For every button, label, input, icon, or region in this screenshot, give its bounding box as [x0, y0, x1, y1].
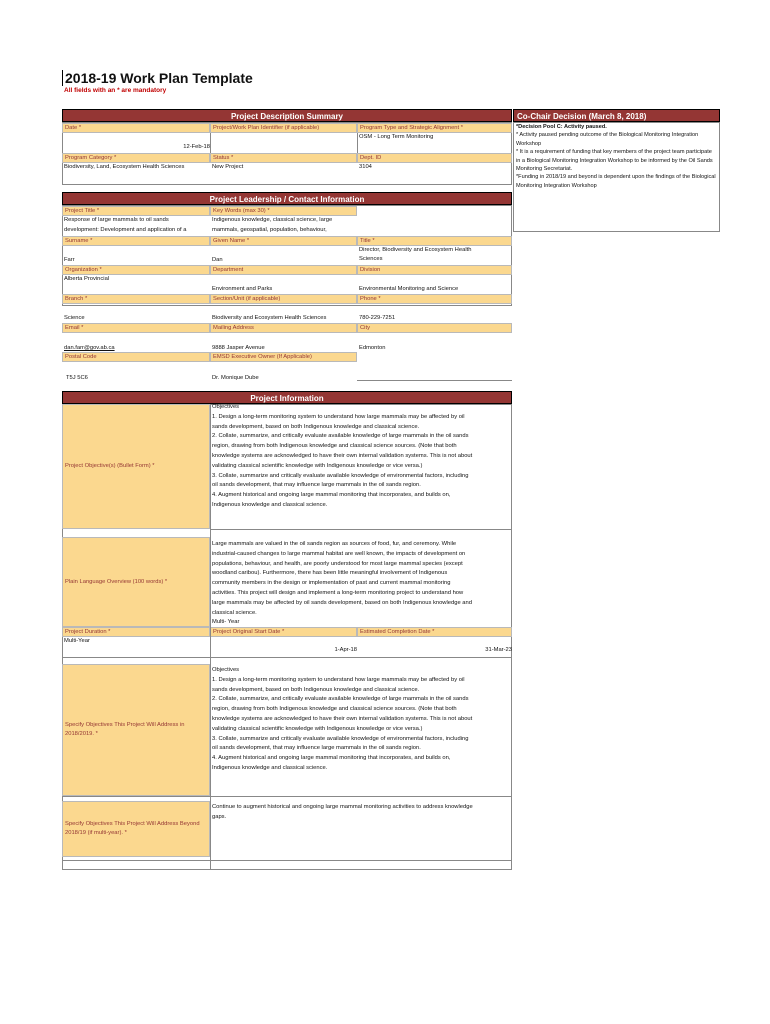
city-label: City	[357, 323, 512, 333]
surname-label: Surname *	[62, 236, 210, 246]
status-label: Status *	[210, 153, 357, 163]
keywords-line-1[interactable]: Indigenous knowledge, classical science, large	[212, 217, 333, 223]
beyond-objectives-text[interactable]: Continue to augment historical and ongoing large mammal monitoring activities to address knowledge gaps.	[212, 804, 473, 820]
branch-label: Branch *	[62, 294, 210, 304]
document-title: 2018-19 Work Plan Template	[62, 70, 253, 86]
specify-objectives-label: Specify Objectives This Project Will Address in 2018/2019. *	[62, 664, 210, 796]
date-label: Date *	[62, 123, 210, 133]
emsd-owner-value[interactable]: Dr. Monique Dube	[212, 375, 259, 381]
phone-value[interactable]: 780-229-7251	[359, 315, 396, 321]
divider	[210, 529, 512, 530]
mailing-address-label: Mailing Address	[210, 323, 357, 333]
cochair-line-2: * Activity paused pending outcome of the Biological Monitoring Integration Workshop	[516, 132, 699, 147]
cochair-line-1: *Decision Pool C: Activity paused.	[516, 124, 607, 130]
duration-label: Project Duration *	[62, 627, 210, 637]
division-label: Division	[357, 265, 512, 275]
status-value[interactable]: New Project	[212, 164, 244, 170]
leadership-header: Project Leadership / Contact Information	[62, 192, 512, 205]
branch-value[interactable]: Science	[64, 315, 85, 321]
column-divider	[210, 404, 211, 870]
keywords-line-2[interactable]: mammals, geospatial, population, behaviour,	[212, 227, 327, 233]
completion-date-label: Estimated Completion Date *	[357, 627, 512, 637]
emsd-owner-label: EMSD Executive Owner (If Applicable)	[210, 352, 357, 362]
project-title-label: Project Title *	[62, 206, 210, 216]
beyond-objectives-label: Specify Objectives This Project Will Address Beyond 2018/19 (if multi-year). *	[62, 801, 210, 857]
cochair-line-3: * It is a requirement of funding that key members of the project team participate in a Biological Monitoring Integration Workshop to be informed by the Oil Sands Monitoring Secretariat.	[516, 149, 713, 173]
mandatory-note: All fields with an * are mandatory	[64, 87, 167, 94]
divider	[62, 796, 512, 797]
info-header: Project Information	[62, 391, 512, 404]
postal-code-label: Postal Code	[62, 352, 210, 362]
organization-label: Organization *	[62, 265, 210, 275]
cochair-header: Co-Chair Decision (March 8, 2018)	[513, 109, 720, 122]
divider	[357, 133, 358, 153]
divider	[62, 860, 512, 861]
project-title-line-1[interactable]: Response of large mammals to oil sands	[64, 217, 169, 223]
multi-year-inline: Multi- Year	[212, 619, 240, 625]
date-value[interactable]: 12-Feb-18	[183, 144, 210, 150]
section-value[interactable]: Biodiversity and Ecosystem Health Sciences	[212, 315, 327, 321]
given-name-label: Given Name *	[210, 236, 357, 246]
program-type-label: Program Type and Strategic Alignment *	[357, 123, 512, 133]
identifier-label: Project/Work Plan Identifier (if applicable)	[210, 123, 357, 133]
department-value[interactable]: Environment and Parks	[212, 286, 273, 292]
divider	[62, 657, 512, 658]
surname-value[interactable]: Farr	[64, 257, 75, 263]
objectives-label: Project Objective(s) (Bullet Form) *	[62, 404, 210, 529]
divider	[357, 380, 512, 381]
duration-value[interactable]: Multi-Year	[64, 638, 90, 644]
section-label: Section/Unit (if applicable)	[210, 294, 357, 304]
objectives-text[interactable]: Objectives 1. Design a long-term monitoring system to understand how large mammals may be affected by oil sands development, based on both Indigenous knowledge and classical science. 2. Collate, summarize, and critically evaluate available knowledge of large mammals in the oil sands region, drawing from both Indigenous knowledge and classical science sources. (Note that both knowledge systems are acknowledged to have their own internal validation systems. This is not about validating classical scientific knowledge with Indigenous knowledge or vice versa.) 3. Collate, summarize and critically evaluate available knowledge of environmental factors, including oil sands development, that may influence large mammals in the oil sands region. 4. Augment historical and ongoing large mammal monitoring that incorporates, and builds on, Indigenous knowledge and classical science.	[212, 404, 473, 508]
title-line-2[interactable]: Sciences	[359, 256, 383, 262]
completion-date-value[interactable]: 31-Mar-23	[485, 647, 512, 653]
cochair-line-4: *Funding in 2018/19 and beyond is dependent upon the findings of the Biological Monitoring Integration Workshop	[516, 174, 716, 189]
email-label: Email *	[62, 323, 210, 333]
keywords-label: Key Words (max 30) *	[210, 206, 357, 216]
mailing-address-value[interactable]: 9888 Jasper Avenue	[212, 345, 265, 351]
summary-header: Project Description Summary	[62, 109, 512, 122]
program-category-value[interactable]: Biodiversity, Land, Ecosystem Health Sciences	[64, 164, 185, 170]
title-label: Title *	[357, 236, 512, 246]
phone-label: Phone *	[357, 294, 512, 304]
organization-value[interactable]: Alberta Provincial	[64, 276, 110, 282]
program-type-value[interactable]: OSM - Long Term Monitoring	[359, 134, 434, 140]
program-category-label: Program Category *	[62, 153, 210, 163]
dept-id-label: Dept. ID	[357, 153, 512, 163]
dept-id-value[interactable]: 3104	[359, 164, 372, 170]
email-link[interactable]: dan.farr@gov.ab.ca	[64, 345, 115, 351]
cochair-notes	[516, 123, 716, 190]
project-title-line-2[interactable]: development: Development and application of a	[64, 227, 187, 233]
start-date-label: Project Original Start Date *	[210, 627, 357, 637]
city-value[interactable]: Edmonton	[359, 345, 386, 351]
plain-language-text[interactable]: Large mammals are valued in the oil sands region as sources of food, fur, and ceremony. While industrial-caused changes to large mammal habitat are well known, the impacts of development on populations, behaviour, and health, are poorly understood for most large mammal species (except woodland caribou). Furthermore, there has been little meaningful involvement of Indigenous community members in the design or implementation of past and current mammal monitoring activities. This project will design and implement a long-term monitoring project to understand how large mammals may be affected by oil sands development, based on both Indigenous knowledge and classical science.	[212, 541, 472, 616]
postal-code-value[interactable]: T5J 5C6	[66, 375, 88, 381]
specify-objectives-text[interactable]: Objectives 1. Design a long-term monitoring system to understand how large mammals may be affected by oil sands development, based on both Indigenous knowledge and classical science. 2. Collate, summarize, and critically evaluate available knowledge of large mammals in the oil sands region, drawing from both Indigenous knowledge and classical science sources. (Note that both knowledge systems are acknowledged to have their own internal validation systems. This is not about validating classical scientific knowledge with Indigenous knowledge or vice versa.) 3. Collate, summarize and critically evaluate available knowledge of environmental factors, including oil sands development, that may influence large mammals in the oil sands region. 4. Augment historical and ongoing large mammal monitoring that incorporates, and builds on, Indigenous knowledge and classical science.	[212, 667, 473, 771]
division-value[interactable]: Environmental Monitoring and Science	[359, 286, 459, 292]
given-name-value[interactable]: Dan	[212, 257, 223, 263]
title-line-1[interactable]: Director, Biodiversity and Ecosystem Health	[359, 247, 472, 253]
divider	[210, 133, 211, 153]
start-date-value[interactable]: 1-Apr-18	[334, 647, 357, 653]
department-label: Department	[210, 265, 357, 275]
plain-language-label: Plain Language Overview (100 words) *	[62, 537, 210, 627]
